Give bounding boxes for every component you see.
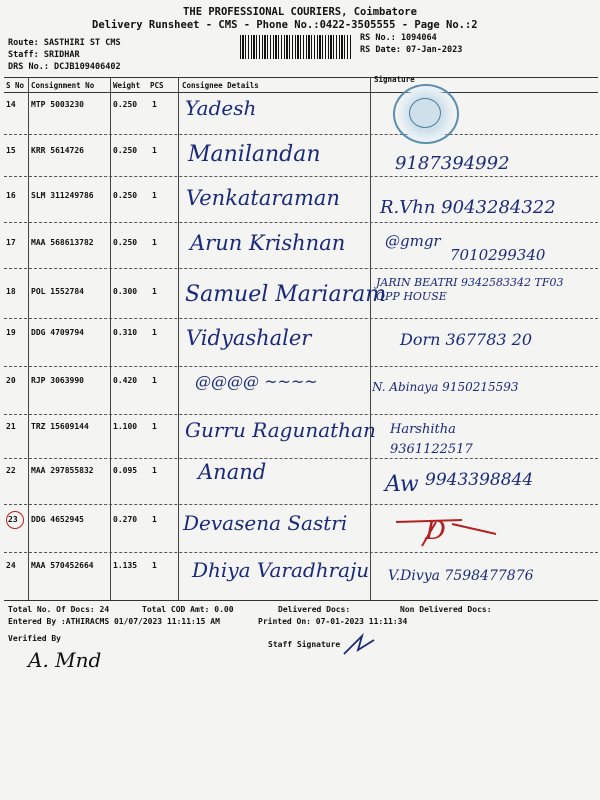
barcode — [240, 35, 352, 59]
verified-by-label: Verified By — [8, 634, 61, 643]
row-pcs: 1 — [152, 422, 157, 431]
row-separator — [4, 134, 598, 135]
row-separator — [4, 366, 598, 367]
row-sno: 17 — [6, 238, 16, 247]
drs-number: DRS No.: DCJB109406402 — [8, 62, 121, 72]
rs-date: RS Date: 07-Jan-2023 — [360, 45, 463, 55]
col-header-sno: S No — [6, 81, 25, 90]
red-signature-stroke — [392, 512, 502, 548]
row-weight: 0.250 — [113, 191, 138, 200]
delivery-stamp — [393, 84, 459, 144]
row-weight: 0.300 — [113, 287, 138, 296]
runsheet-subtitle: Delivery Runsheet - CMS - Phone No.:0422-3505555 - Page No.:2 — [92, 19, 478, 31]
row-signature-handwritten: Dorn 367783 20 — [400, 330, 533, 349]
row-consignment: KRR 5614726 — [31, 146, 84, 155]
row-separator — [4, 504, 598, 505]
row-pcs: 1 — [152, 287, 157, 296]
row-consignment: MTP 5003230 — [31, 100, 84, 109]
row-consignee-handwritten: Gurru Ragunathan — [185, 418, 376, 442]
row-pcs: 1 — [152, 376, 157, 385]
row-weight: 0.095 — [113, 466, 138, 475]
staff-signature-label: Staff Signature — [268, 640, 341, 649]
row-signature-handwritten: JARIN BEATRI 9342583342 TF03 OPP HOUSE — [376, 276, 564, 303]
row-consignment: DDG 4709794 — [31, 328, 84, 337]
row-weight: 1.135 — [113, 561, 138, 570]
row-signature-handwritten: 9187394992 — [395, 153, 510, 174]
signature-scribble: @gmgr — [385, 232, 441, 250]
entered-by: Entered By :ATHIRACMS 01/07/2023 11:11:15 AM — [8, 617, 220, 626]
row-sno: 15 — [6, 146, 16, 155]
row-consignee-handwritten: Vidyashaler — [186, 326, 312, 350]
row-separator — [4, 176, 598, 177]
col-divider — [28, 77, 29, 600]
row-consignment: DDG 4652945 — [31, 515, 84, 524]
row-signature-handwritten: 7010299340 — [450, 246, 546, 264]
row-consignee-handwritten: Anand — [198, 460, 267, 484]
row-sno: 22 — [6, 466, 16, 475]
row-pcs: 1 — [152, 191, 157, 200]
row-pcs: 1 — [152, 146, 157, 155]
verified-signature: A. Mnd — [28, 648, 102, 672]
staff-label: Staff: SRIDHAR — [8, 50, 80, 60]
row-pcs: 1 — [152, 328, 157, 337]
col-divider — [178, 77, 179, 600]
row-weight: 0.250 — [113, 146, 138, 155]
row-consignee-handwritten: Samuel Mariaram — [185, 282, 387, 307]
consignee-scribble: @@@@ ~~~~ — [195, 372, 318, 391]
row-consignment: RJP 3063990 — [31, 376, 84, 385]
row-sno: 21 — [6, 422, 16, 431]
row-consignee-handwritten: Dhiya Varadhraju — [192, 558, 370, 582]
header-bottom-border — [4, 92, 598, 93]
row-sno: 14 — [6, 100, 16, 109]
row-consignee-handwritten: Yadesh — [185, 96, 257, 120]
row-sno: 16 — [6, 191, 16, 200]
row-pcs: 1 — [152, 100, 157, 109]
row-separator — [4, 414, 598, 415]
row-consignment: MAA 297855832 — [31, 466, 94, 475]
row-signature-handwritten: N. Abinaya 9150215593 — [372, 380, 519, 394]
row-signature-handwritten: V.Divya 7598477876 — [388, 568, 534, 584]
delivered-docs: Delivered Docs: — [278, 605, 351, 614]
row-consignee-handwritten: Arun Krishnan — [190, 231, 346, 255]
row-consignment: MAA 568613782 — [31, 238, 94, 247]
row-separator — [4, 222, 598, 223]
non-delivered-docs: Non Delivered Docs: — [400, 605, 492, 614]
row-signature-handwritten: D — [425, 516, 446, 546]
rs-number: RS No.: 1094064 — [360, 33, 437, 43]
total-docs: Total No. Of Docs: 24 — [8, 605, 110, 614]
row-weight: 1.100 — [113, 422, 138, 431]
printed-on: Printed On: 07-01-2023 11:11:34 — [258, 617, 408, 626]
row-consignee-handwritten: Manilandan — [188, 142, 321, 167]
signature-scribble: Aw — [385, 472, 419, 497]
col-divider — [370, 77, 371, 600]
row-pcs: 1 — [152, 466, 157, 475]
row-separator — [4, 318, 598, 319]
row-consignment: SLM 311249786 — [31, 191, 94, 200]
row-consignment: POL 1552784 — [31, 287, 84, 296]
staff-signature-mark — [340, 630, 376, 660]
row-weight: 0.420 — [113, 376, 138, 385]
row-weight: 0.250 — [113, 238, 138, 247]
row-signature-handwritten: 9943398844 — [425, 470, 534, 490]
row-sno: 20 — [6, 376, 16, 385]
table-bottom-border — [4, 600, 598, 601]
row-signature-handwritten: Harshitha 9361122517 — [390, 422, 473, 457]
col-header-consignment: Consignment No — [31, 81, 95, 90]
row-separator — [4, 268, 598, 269]
route-label: Route: SASTHIRI ST CMS — [8, 38, 121, 48]
col-header-consignee: Consignee Details — [182, 81, 259, 90]
row-sno: 18 — [6, 287, 16, 296]
row-pcs: 1 — [152, 238, 157, 247]
row-pcs: 1 — [152, 561, 157, 570]
col-header-pcs: PCS — [150, 81, 164, 90]
col-header-weight: Weight — [113, 81, 141, 90]
table-top-border — [4, 77, 598, 78]
row-sno: 19 — [6, 328, 16, 337]
row-separator — [4, 552, 598, 553]
row-consignee-handwritten: Devasena Sastri — [183, 511, 348, 535]
row-pcs: 1 — [152, 515, 157, 524]
row-weight: 0.250 — [113, 100, 138, 109]
total-cod: Total COD Amt: 0.00 — [142, 605, 234, 614]
row-weight: 0.270 — [113, 515, 138, 524]
company-title: THE PROFESSIONAL COURIERS, Coimbatore — [183, 6, 417, 18]
row-weight: 0.310 — [113, 328, 138, 337]
col-header-signature: Signature — [374, 75, 415, 84]
col-divider — [110, 77, 111, 600]
row-consignee-handwritten: Venkataraman — [186, 186, 340, 210]
row-consignment: TRZ 15609144 — [31, 422, 89, 431]
row-sno: 24 — [6, 561, 16, 570]
row-signature-handwritten: R.Vhn 9043284322 — [380, 197, 556, 218]
row-consignment: MAA 570452664 — [31, 561, 94, 570]
row-sno: 23 — [8, 515, 18, 524]
